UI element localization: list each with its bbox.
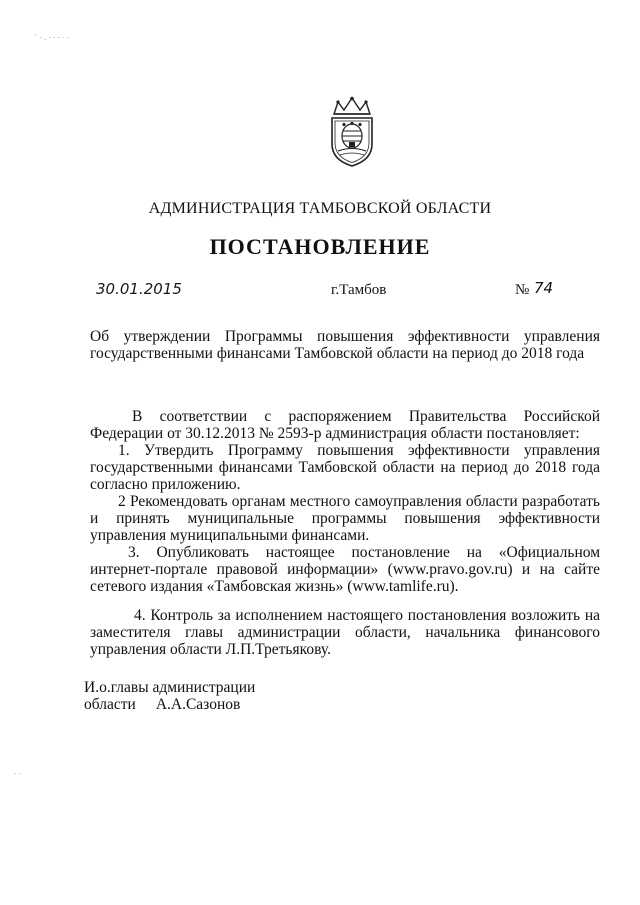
item-3-paragraph: 3. Опубликовать настоящее постановление на «Официальном интернет-портале правовой информации» (www.pravo.gov.ru) и на сайте сетевого издания «Тамбовская жизнь» (www.tamlife.ru).	[90, 544, 600, 595]
scan-artifact: · ·	[14, 770, 21, 778]
item-1-paragraph: 1. Утвердить Программу повышения эффективности управления государственными финансами Тамбовской области на период до 2018 года согласно приложению.	[90, 442, 600, 493]
document-type: ПОСТАНОВЛЕНИЕ	[209, 234, 431, 259]
signature-position-line2	[84, 696, 255, 713]
document-date: 30.01.2015	[96, 280, 182, 298]
coat-of-arms-emblem	[324, 96, 380, 168]
scan-artifact: ` · . · · · · ·	[34, 34, 69, 42]
signatory-name: А.А.Сазонов	[155, 696, 241, 713]
document-number-label: №	[515, 282, 530, 298]
document-city: г.Тамбов	[331, 282, 387, 298]
organization-name: АДМИНИСТРАЦИЯ ТАМБОВСКОЙ ОБЛАСТИ	[148, 200, 492, 217]
document-number: 74	[534, 279, 554, 297]
signature-position: И.о.главы администрации	[84, 679, 256, 696]
signature-block	[84, 679, 255, 713]
document-body	[90, 408, 600, 658]
document-subject: Об утверждении Программы повышения эффективности управления государственными финансами Тамбовской области на период до 2018 года	[90, 328, 600, 362]
item-2-paragraph: 2 Рекомендовать органам местного самоуправления области разработать и принять муниципальные программы повышения эффективности управления муниципальными финансами.	[90, 493, 600, 544]
item-4-paragraph: 4. Контроль за исполнением настоящего постановления возложить на заместителя главы администрации области, начальника финансового управления области Л.П.Третьякову.	[90, 607, 600, 658]
preamble-paragraph: В соответствии с распоряжением Правительства Российской Федерации от 30.12.2013 № 2593-р администрация области постановляет:	[90, 408, 600, 442]
signature-position-region: области	[84, 696, 136, 713]
